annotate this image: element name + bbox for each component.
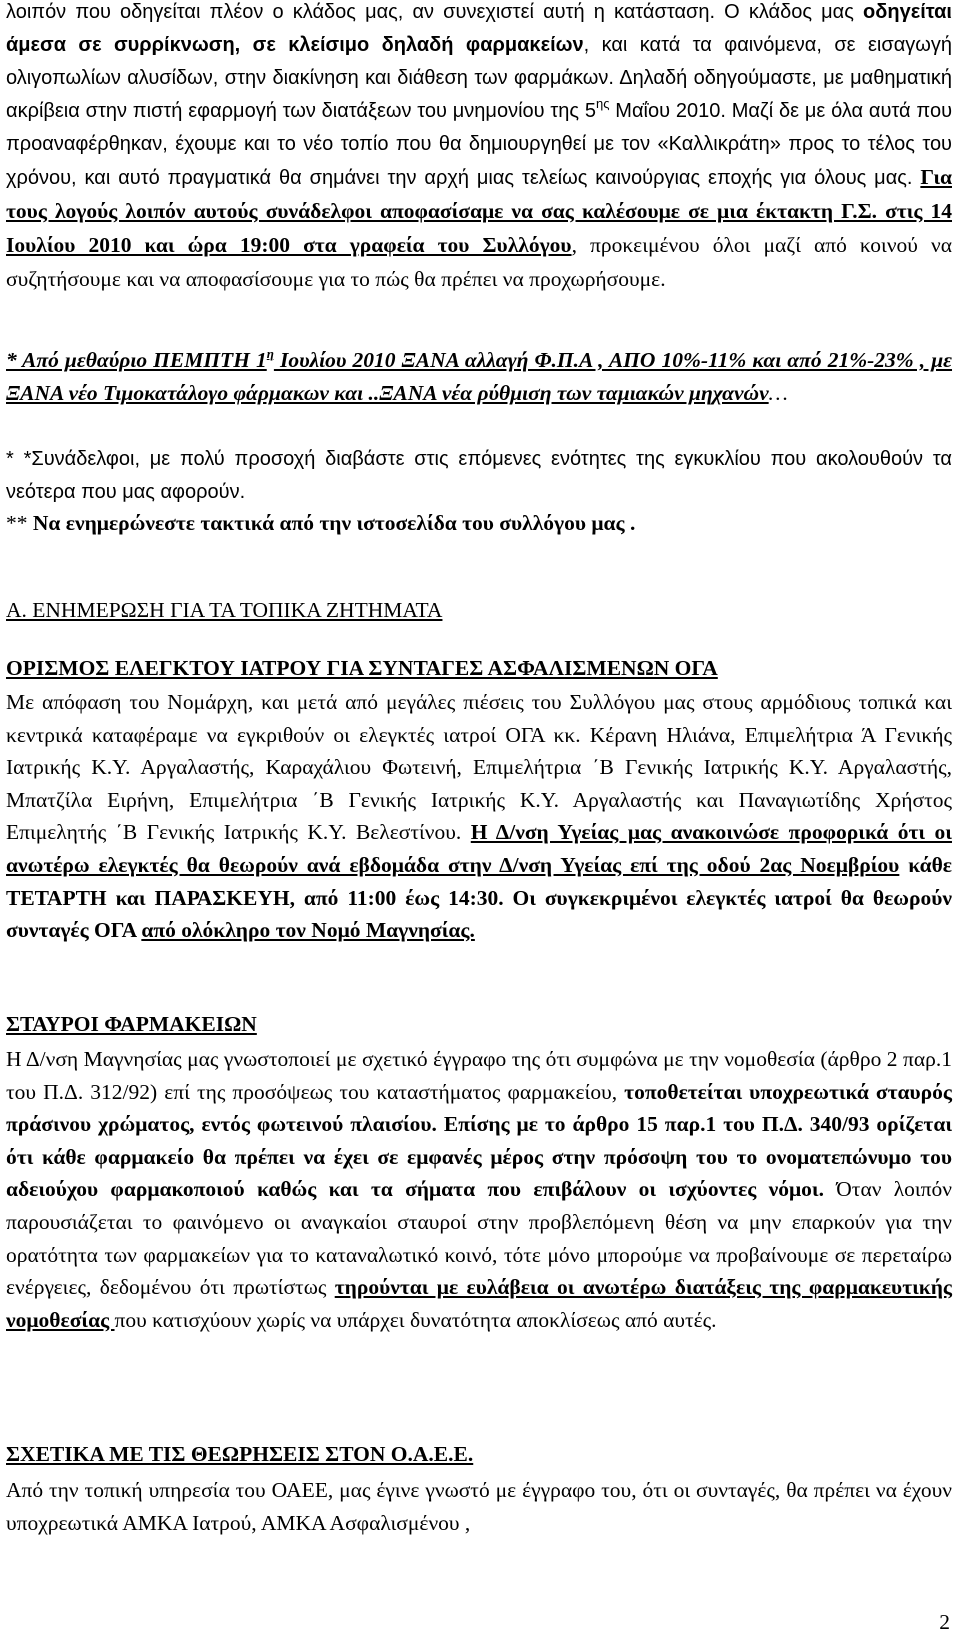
doctor-appointment-text: Με απόφαση του Νομάρχη, και μετά από μεγάλες πιέσεις του Συλλόγου μας στους αρμόδιους τοπικά και κεντρικά καταφέραμε να εγκριθούν οι ελεγκτές ιατροί ΟΓΑ κκ. Κέρανη Ηλιάνα, Επιμελήτρια Ά Γενικής Ιατρικής Κ.Υ. Αργαλαστής, Καραχάλιου Φωτεινή, Επιμελήτρια ΄Β Γενικής Ιατρικής Κ.Υ. Αργαλαστής, Μπατζίλα Ειρήνη, Επιμελήτρια ΄Β Γενικής Ιατρικής Κ.Υ. Αργαλαστής και Παναγιωτίδης Χρήστος Επιμελητής ΄Β Γενικής Ιατρικής Κ.Υ. Βελεστίνου. bbox=[6, 690, 952, 845]
oaee-section-paragraph bbox=[6, 1474, 952, 1539]
intro-text-continued: , και κατά τα φαινόμενα, σε εισαγωγή ολιγοπωλίων αλυσίδων, στην διακίνηση και διάθεση των φαρμάκων. Δηλαδή οδηγούμαστε, με μαθηματική ακρίβεια στην πιστή εφαρμογή των διατάξεων του μνημονίου της 5 bbox=[6, 34, 952, 122]
schedule-text: κάθε ΤΕΤΑΡΤΗ και ΠΑΡΑΣΚΕΥΗ, από 11:00 έως 14:30. Οι συγκεκριμένοι ελεγκτές ιατροί θα θεωρούν συνταγές ΟΓΑ bbox=[6, 852, 952, 943]
crosses-intro-text: Η Δ/νση Μαγνησίας μας γνωστοποιεί με σχετικό έγγραφο της ότι συμφώνα με την νομοθεσία (άρθρο 2 παρ.1 του Π.Δ. 312/92) επί της προσόψεως του καταστήματος φαρμακείου, bbox=[6, 1047, 952, 1104]
assembly-purpose-text: , προκειμένου όλοι μαζί από κοινού να συζητήσουμε και να αποφασίσουμε για το πώς θα πρέπει να προχωρήσουμε. bbox=[6, 233, 952, 291]
oaee-section-title: ΣΧΕΤΙΚΑ ΜΕ ΤΙΣ ΘΕΩΡΗΣΕΙΣ ΣΤΟΝ Ο.Α.Ε.Ε. bbox=[6, 1442, 474, 1466]
intro-text-end: Μαΐου 2010. Μαζί δε με όλα αυτά που προαναφέρθηκαν, έχουμε και το νέο τοπίο που θα δημιουργηθεί με τον «Καλλικράτη» προς το τέλος του χρόνου, και αυτό πραγματικά θα σημάνει την αρχή μιας τελείως καινούργιας εποχής για όλους μας. bbox=[6, 100, 953, 189]
oaee-text: Από την τοπική υπηρεσία του ΟΑΕΕ, μας έγινε γνωστό με έγγραφο του, ότι οι συνταγές, θα πρέπει να έχουν υποχρεωτικά ΑΜΚΑ Ιατρού, ΑΜΚΑ Ασφαλισμένου , bbox=[6, 1478, 952, 1535]
crosses-section-title: ΣΤΑΥΡΟΙ ΦΑΡΜΑΚΕΙΩΝ bbox=[6, 1012, 257, 1036]
doctor-section-title: ΟΡΙΣΜΟΣ ΕΛΕΓΚΤΟΥ ΙΑΤΡΟΥ ΓΙΑ ΣΥΝΤΑΓΕΣ ΑΣΦΑΛΙΣΜΕΝΩΝ ΟΓΑ bbox=[6, 656, 718, 680]
crosses-explanation: Όταν λοιπόν παρουσιάζεται το φαινόμενο οι αναγκαίοι σταυροί στην προβλεπόμενη θέση να μην επαρκούν για την ορατότητα των φαρμακείων για το καταναλωτικό κοινό, τότε μόνο μπορούμε να προβαίνουμε σε περεταίρω ενέργειες, δεδομένου ότι πρωτίστως bbox=[6, 1177, 952, 1300]
crosses-closing-text: που κατισχύουν χωρίς να υπάρχει δυνατότητα αποκλίσεως από αυτές. bbox=[114, 1307, 717, 1332]
crosses-legislation-emphasis: τηρούνται με ευλάβεια οι ανωτέρω διατάξεις της φαρμακευτικής νομοθεσίας bbox=[6, 1275, 953, 1332]
general-assembly-announcement: Για τους λογούς λοιπόν αυτούς συνάδελφοι αποφασίσαμε να σας καλέσουμε σε μια έκτακτη Γ.Σ. στις 14 Ιουλίου 2010 και ώρα 19:00 στα γραφεία του Συλλόγου bbox=[6, 165, 952, 257]
website-reminder bbox=[6, 507, 952, 540]
intro-paragraph bbox=[6, 0, 952, 297]
section-a-title: Α. ΕΝΗΜΕΡΩΣΗ ΓΙΑ ΤΑ ΤΟΠΙΚΑ ΖΗΤΗΜΑΤΑ bbox=[6, 598, 443, 622]
read-carefully-text: * *Συνάδελφοι, με πολύ προσοχή διαβάστε στις επόμενες ενότητες της εγκυκλίου που ακολουθούν τα νεότερα που μας αφορούν. bbox=[6, 448, 952, 503]
prefecture-text: από ολόκληρο τον Νομό Μαγνησίας. bbox=[141, 918, 475, 943]
crosses-bold-requirement: τοποθετείται υποχρεωτικά σταυρός πράσινου χρώματος, εντός φωτεινού πλαισίου. Επίσης με το άρθρο 15 παρ.1 του Π.Δ. 340/93 ορίζεται ότι κάθε φαρμακείο θα πρέπει να έχει σε εμφανές μέρος στην πρόσοψη του το ονοματεπώνυμο του αδειούχου φαρμακοποιού καθώς και τα σήματα που επιβάλουν οι ισχύοντες νόμοι. bbox=[6, 1079, 952, 1202]
doctor-section-paragraph bbox=[6, 686, 952, 947]
vat-notice-text: * Από μεθαύριο ΠΕΜΠΤΗ 1 bbox=[6, 348, 267, 372]
page-number: 2 bbox=[939, 1610, 950, 1634]
vat-change-notice bbox=[6, 344, 952, 409]
website-reminder-text: Να ενημερώνεστε τακτικά από την ιστοσελίδα του συλλόγου μας . bbox=[32, 511, 636, 535]
vat-notice-text-continued: Ιουλίου 2010 ΞΑΝΑ αλλαγή Φ.Π.Α , ΑΠΟ 10%-11% και από 21%-23% , με ΞΑΝΑ νέο Τιμοκατάλογο φάρμακων και ..ΞΑΝΑ νέα ρύθμιση των ταμιακών μηχανών bbox=[6, 348, 953, 405]
health-directorate-announcement: Η Δ/νση Υγείας μας ανακοινώσε προφορικά ότι οι ανωτέρω ελεγκτές θα θεωρούν ανά εβδομάδα στην Δ/νση Υγείας επί της οδού 2ας Νοεμβρίου bbox=[6, 820, 952, 877]
asterisks: ** bbox=[6, 511, 33, 535]
intro-text: λοιπόν που οδηγείται πλέον ο κλάδος μας, αν συνεχιστεί αυτή η κατάσταση. Ο κλάδος μας bbox=[6, 1, 864, 23]
ordinal-suffix: η bbox=[266, 346, 274, 361]
intro-bold-text: οδηγείται άμεσα σε συρρίκνωση, σε κλείσιμο δηλαδή φαρμακείων bbox=[6, 1, 952, 56]
crosses-section-paragraph bbox=[6, 1043, 952, 1336]
ordinal-suffix: ης bbox=[596, 96, 610, 111]
read-carefully-paragraph bbox=[6, 443, 952, 509]
ellipsis: … bbox=[768, 380, 788, 405]
